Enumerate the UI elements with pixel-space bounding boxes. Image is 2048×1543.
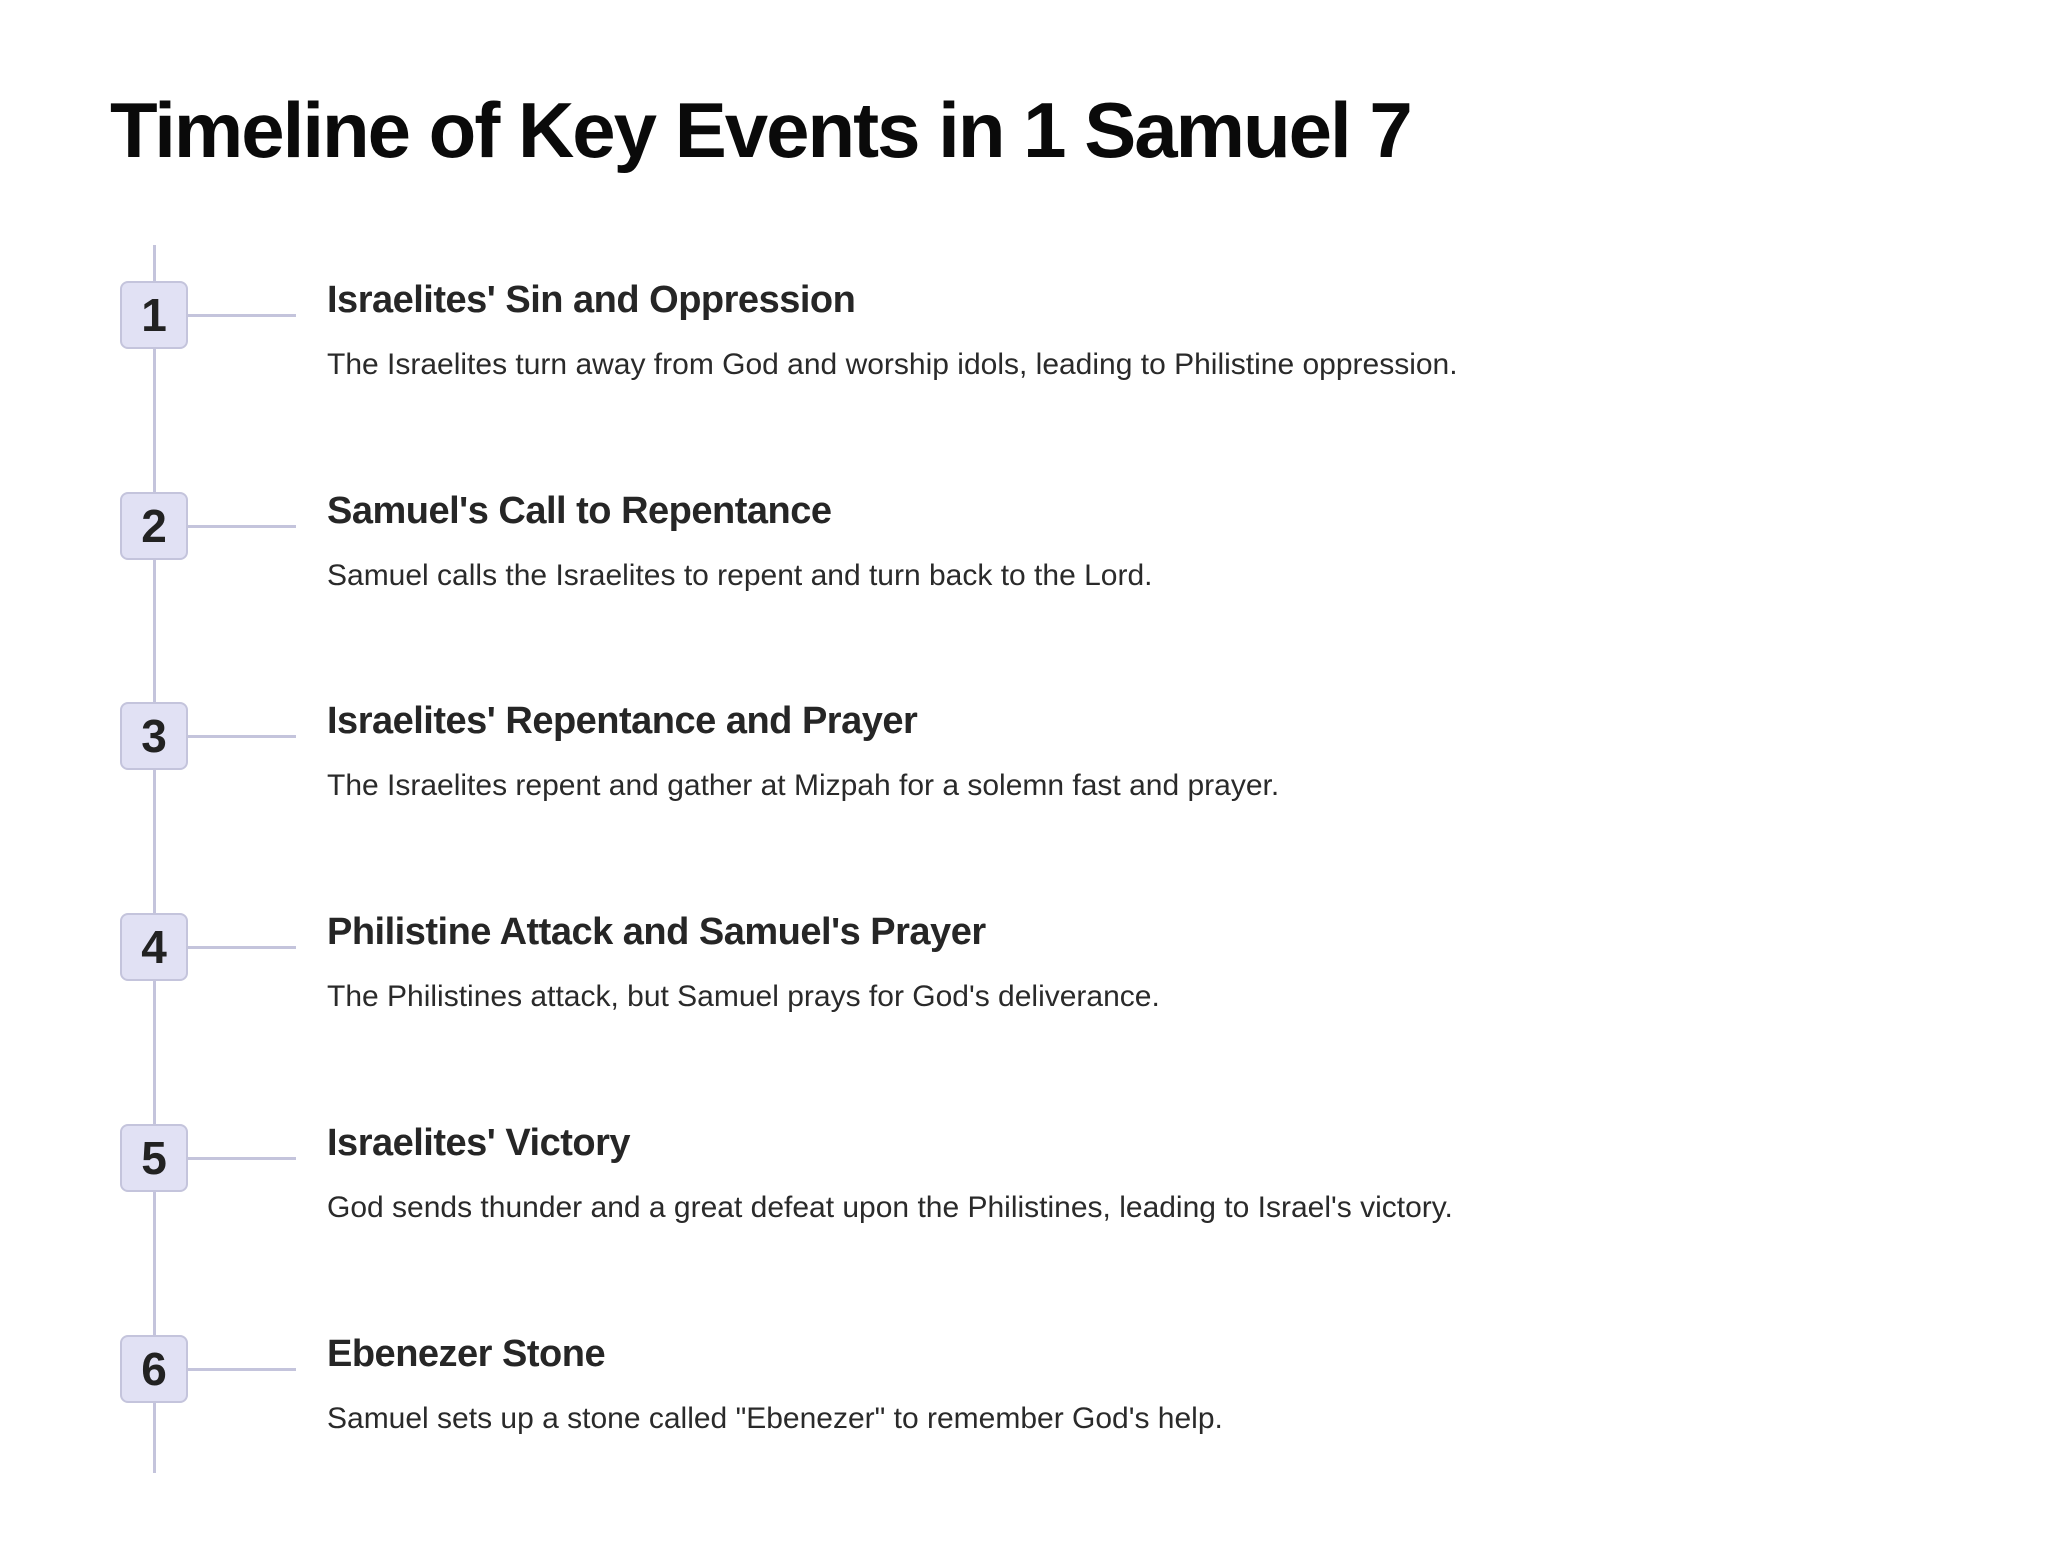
timeline-event-6 bbox=[0, 1335, 2048, 1495]
page-title: Timeline of Key Events in 1 Samuel 7 bbox=[110, 86, 1411, 174]
timeline-event-3 bbox=[0, 702, 2048, 862]
event-title: Israelites' Victory bbox=[327, 1122, 631, 1164]
event-description: God sends thunder and a great defeat upon the Philistines, leading to Israel's victory. bbox=[327, 1191, 1453, 1224]
timeline-event-2 bbox=[0, 492, 2048, 652]
event-connector bbox=[188, 1368, 296, 1371]
event-number-badge: 2 bbox=[120, 492, 188, 560]
event-title: Samuel's Call to Repentance bbox=[327, 490, 832, 532]
timeline-event-5 bbox=[0, 1124, 2048, 1284]
event-number-badge: 6 bbox=[120, 1335, 188, 1403]
event-description: The Philistines attack, but Samuel prays for God's deliverance. bbox=[327, 980, 1160, 1013]
event-number-badge: 5 bbox=[120, 1124, 188, 1192]
event-connector bbox=[188, 525, 296, 528]
event-title: Ebenezer Stone bbox=[327, 1333, 606, 1375]
timeline-event-1 bbox=[0, 281, 2048, 441]
event-description: The Israelites repent and gather at Mizpah for a solemn fast and prayer. bbox=[327, 769, 1280, 802]
timeline-event-4 bbox=[0, 913, 2048, 1073]
event-title: Philistine Attack and Samuel's Prayer bbox=[327, 911, 986, 953]
event-connector bbox=[188, 314, 296, 317]
event-number-badge: 3 bbox=[120, 702, 188, 770]
event-description: Samuel sets up a stone called "Ebenezer" to remember God's help. bbox=[327, 1402, 1223, 1435]
event-title: Israelites' Sin and Oppression bbox=[327, 279, 856, 321]
event-number-badge: 1 bbox=[120, 281, 188, 349]
event-description: Samuel calls the Israelites to repent and turn back to the Lord. bbox=[327, 559, 1153, 592]
event-number-badge: 4 bbox=[120, 913, 188, 981]
event-description: The Israelites turn away from God and worship idols, leading to Philistine oppression. bbox=[327, 348, 1458, 381]
event-connector bbox=[188, 735, 296, 738]
event-connector bbox=[188, 946, 296, 949]
event-connector bbox=[188, 1157, 296, 1160]
event-title: Israelites' Repentance and Prayer bbox=[327, 700, 918, 742]
